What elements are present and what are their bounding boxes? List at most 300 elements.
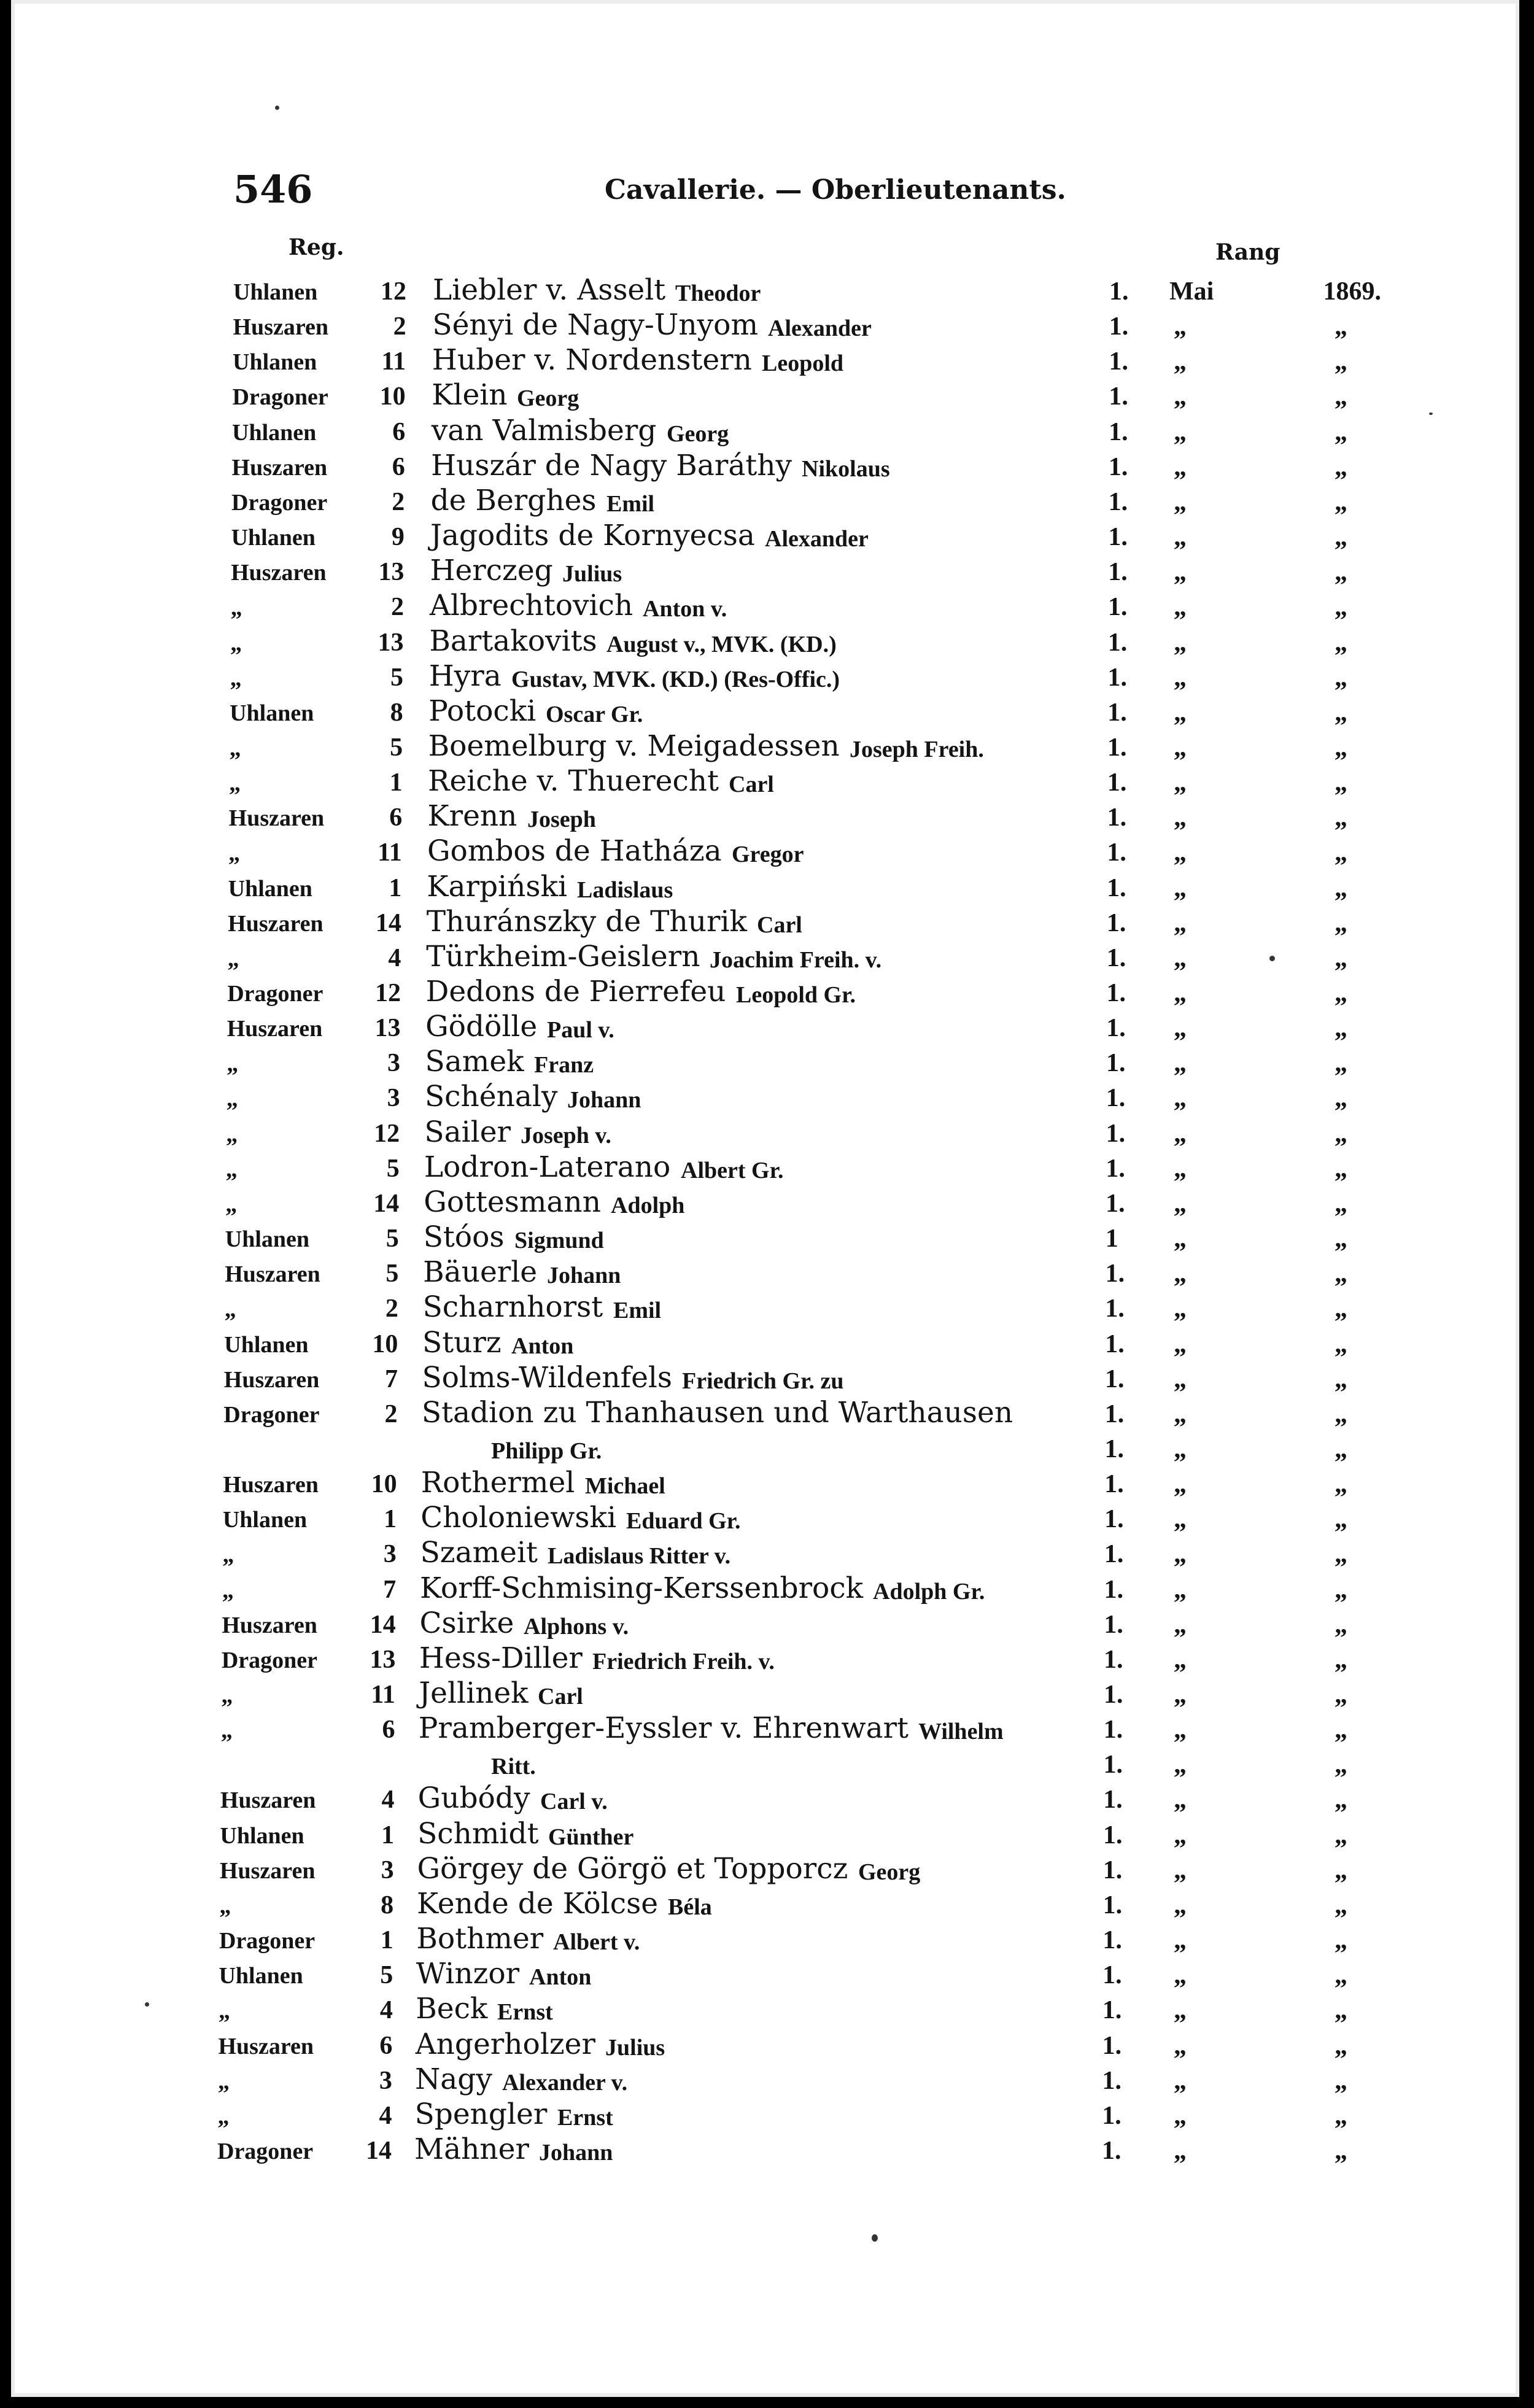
list-item [0, 1396, 1534, 1431]
list-item [0, 1010, 1534, 1045]
rank-year-cell: „ [1335, 943, 1347, 972]
surname-cell: Türkheim-Geislern [426, 939, 700, 974]
list-item [0, 659, 1534, 694]
rank-month-cell: „ [1174, 1470, 1187, 1499]
rank-month-cell: „ [1174, 1049, 1187, 1078]
regiment-number-cell: 2 [392, 487, 405, 516]
rank-year-cell: „ [1335, 873, 1347, 902]
surname-cell: Bothmer [416, 1922, 544, 1956]
rank-month-cell: „ [1174, 1260, 1187, 1288]
regiment-number-cell: 3 [387, 1084, 400, 1113]
regiment-number-cell: 13 [378, 628, 404, 657]
rank-month-cell: „ [1174, 1751, 1187, 1779]
running-title: Cavallerie. — Oberlieutenants. [605, 174, 1066, 206]
surname-cell: Karpiński [427, 869, 567, 904]
rank-year-cell: „ [1335, 1645, 1347, 1674]
rank-month-cell: „ [1174, 979, 1187, 1007]
rank-day-cell: 1. [1102, 1926, 1122, 1955]
regiment-cell: Uhlanen [231, 525, 316, 551]
rank-year-cell: „ [1335, 1154, 1347, 1183]
rank-year-cell: „ [1335, 1926, 1347, 1955]
rank-day-cell: 1. [1108, 487, 1128, 516]
rank-day-cell: 1. [1106, 1119, 1126, 1148]
rank-month-cell: „ [1174, 873, 1187, 902]
regiment-cell: „ [217, 2103, 230, 2129]
list-item [0, 554, 1534, 589]
given-name-cell: Georg [667, 420, 729, 447]
list-item-continuation [0, 1431, 1534, 1466]
surname-cell: Szameit [420, 1536, 538, 1570]
surname-cell: Sturz [422, 1325, 502, 1360]
surname-cell: Sényi de Nagy-Unyom [432, 308, 759, 343]
surname-cell: Spengler [414, 2097, 548, 2131]
given-name-cell: Joseph v. [521, 1122, 611, 1148]
regiment-number-cell: 14 [373, 1189, 400, 1218]
list-item [0, 1150, 1534, 1185]
rank-year-cell: „ [1335, 1119, 1347, 1148]
list-item [0, 834, 1534, 869]
given-name-cell: Anton [511, 1333, 574, 1359]
surname-cell: Bäuerle [423, 1255, 538, 1290]
rank-month-cell: „ [1174, 2066, 1187, 2095]
regiment-number-cell: 6 [392, 417, 406, 446]
regiment-number-cell: 2 [393, 312, 406, 341]
rank-day-cell: 1. [1109, 347, 1129, 376]
given-name-cell: Julius [562, 561, 622, 587]
rank-day-cell: 1. [1104, 1540, 1124, 1569]
regiment-number-cell: 12 [374, 1119, 400, 1148]
given-name-cell: Adolph Gr. [873, 1578, 985, 1605]
rank-day-cell: 1. [1104, 1505, 1124, 1534]
rank-year-cell: „ [1335, 698, 1347, 727]
rank-month-cell: „ [1174, 1681, 1187, 1709]
rank-day-cell: 1. [1102, 2101, 1121, 2130]
regiment-cell: Huszaren [223, 1472, 319, 1498]
rank-month-cell: „ [1174, 1891, 1187, 1919]
surname-cell: Gombos de Hatháza [427, 834, 722, 869]
rank-year-cell: „ [1335, 2031, 1347, 2060]
rank-month-cell: „ [1174, 1189, 1187, 1218]
list-item [0, 2132, 1534, 2167]
given-name-cell: Georg [517, 385, 579, 412]
given-name-cell: Gustav, MVK. (KD.) (Res-Offic.) [511, 666, 840, 692]
rank-year-cell: „ [1335, 1470, 1347, 1499]
rank-year-cell: „ [1335, 979, 1347, 1007]
surname-cell: Pramberger-Eyssler v. Ehrenwart [418, 1711, 909, 1746]
rank-month-cell: „ [1174, 698, 1187, 727]
rank-day-cell: 1. [1105, 1260, 1125, 1288]
rank-year-cell: „ [1335, 1365, 1347, 1393]
rank-year-cell: „ [1335, 733, 1347, 762]
surname-cell: Scharnhorst [422, 1290, 603, 1325]
regiment-number-cell: 7 [383, 1575, 397, 1604]
given-name-cell: Franz [534, 1052, 594, 1078]
regiment-cell: Dragoner [223, 1401, 320, 1428]
rank-year-cell: „ [1335, 1575, 1347, 1604]
list-item [0, 414, 1534, 449]
rank-day-cell: 1. [1106, 1154, 1125, 1183]
list-item [0, 1220, 1534, 1255]
rank-day-cell: 1. [1107, 803, 1127, 832]
list-item [0, 1501, 1534, 1536]
given-name-cell: Gregor [732, 842, 804, 868]
list-item [0, 1536, 1534, 1571]
surname-cell: Görgey de Görgö et Topporcz [417, 1851, 848, 1886]
regiment-number-cell: 11 [371, 1681, 395, 1709]
rank-month-cell: „ [1174, 1365, 1187, 1393]
ink-speck [275, 106, 279, 110]
rank-month-cell: „ [1174, 593, 1187, 622]
rank-month-cell: „ [1174, 663, 1187, 692]
given-name-cell: Günther [548, 1824, 634, 1850]
regiment-number-cell: 4 [379, 2101, 392, 2130]
rank-month-cell: „ [1174, 1856, 1187, 1884]
regiment-cell: Huszaren [233, 314, 329, 341]
rank-month-cell: „ [1174, 1996, 1187, 2025]
regiment-cell: Dragoner [232, 384, 328, 411]
regiment-number-cell: 8 [390, 698, 403, 727]
regiment-cell: Huszaren [220, 1787, 316, 1814]
rank-day-cell: 1. [1106, 908, 1126, 937]
rank-year-cell: „ [1335, 1610, 1347, 1639]
rank-year-cell: „ [1335, 628, 1347, 657]
rank-day-cell: 1. [1108, 452, 1128, 481]
list-item [0, 799, 1534, 834]
given-name-cell: Alphons v. [524, 1613, 629, 1640]
rank-month-cell: „ [1174, 1575, 1187, 1604]
given-name-cell: Oscar Gr. [546, 701, 643, 727]
rank-year-cell: „ [1335, 1434, 1347, 1463]
rank-day-cell: 1. [1102, 1891, 1123, 1919]
rank-day-cell: 1. [1103, 1716, 1123, 1744]
rang-column-header: Rang [1215, 239, 1280, 265]
regiment-cell: „ [230, 630, 242, 656]
given-name-cell: Carl [729, 772, 774, 798]
given-name-cell: Emil [613, 1298, 662, 1324]
rank-month-cell: „ [1174, 1540, 1187, 1569]
rank-day-cell: 1. [1102, 2066, 1121, 2095]
given-name-cell: Anton [529, 1964, 592, 1991]
reg-column-header: Reg. [289, 234, 344, 260]
list-item [0, 1922, 1534, 1957]
list-item [0, 484, 1534, 519]
rank-year-cell: „ [1335, 487, 1347, 516]
rank-day-cell: 1. [1104, 1365, 1125, 1393]
given-name-cell: Ernst [557, 2104, 613, 2131]
given-name-cell: Albert Gr. [681, 1157, 784, 1183]
regiment-cell: Dragoner [219, 1928, 316, 1954]
regiment-cell: „ [217, 2068, 230, 2094]
given-name-cell: Theodor [675, 281, 761, 306]
list-item [0, 1361, 1534, 1396]
surname-cell: Albrechtovich [429, 589, 633, 623]
given-name-cell: Michael [585, 1473, 665, 1500]
regiment-cell: Huszaren [231, 454, 328, 481]
given-name-cell: Ritt. [491, 1754, 536, 1780]
rank-month-cell: „ [1174, 803, 1187, 832]
rank-month-cell: „ [1174, 908, 1187, 937]
rank-month-cell: „ [1174, 452, 1187, 481]
rank-day-cell: 1. [1102, 2136, 1121, 2165]
surname-cell: Huber v. Nordenstern [432, 343, 752, 377]
given-name-cell: Alexander [768, 316, 872, 342]
regiment-cell: „ [230, 595, 242, 621]
list-item [0, 589, 1534, 624]
rank-month-cell: „ [1174, 558, 1187, 587]
rank-year-cell: „ [1335, 1786, 1347, 1814]
list-item [0, 1326, 1534, 1361]
regiment-number-cell: 10 [372, 1330, 398, 1358]
regiment-number-cell: 5 [386, 1154, 400, 1183]
rank-year-cell: „ [1335, 1260, 1347, 1288]
surname-cell: Dedons de Pierrefeu [425, 975, 726, 1008]
given-name-cell: Georg [858, 1859, 921, 1885]
regiment-cell: „ [222, 1577, 234, 1603]
list-item [0, 1185, 1534, 1220]
regiment-number-cell: 6 [379, 2031, 393, 2060]
given-name-cell: Sigmund [514, 1228, 604, 1254]
rank-month-cell: „ [1174, 1716, 1187, 1744]
given-name-cell: Emil [606, 490, 655, 517]
rank-month-cell: „ [1174, 1610, 1187, 1639]
rank-month-cell: „ [1174, 838, 1187, 867]
rank-year-cell: „ [1335, 382, 1347, 411]
given-name-cell: August v., MVK. (KD.) [606, 631, 837, 657]
rank-day-cell: 1. [1106, 979, 1126, 1007]
given-name-cell: Carl [757, 912, 802, 938]
surname-cell: Nagy [415, 2062, 492, 2096]
surname-cell: Stóos [423, 1220, 505, 1255]
regiment-cell: „ [222, 1542, 234, 1568]
rank-year-cell: „ [1335, 1996, 1347, 2025]
list-item [0, 1852, 1534, 1887]
rank-day-cell: 1. [1106, 943, 1126, 972]
rank-year-cell: „ [1335, 558, 1347, 587]
rank-year-cell: „ [1335, 523, 1347, 552]
given-name-cell: Alexander v. [502, 2069, 628, 2096]
rank-day-cell: 1. [1104, 1645, 1123, 1674]
regiment-number-cell: 1 [380, 1926, 393, 1955]
list-item [0, 2062, 1534, 2097]
list-item [0, 1045, 1534, 1080]
rank-month-cell: „ [1174, 1645, 1187, 1674]
rank-month-cell: „ [1174, 2101, 1187, 2130]
list-item [0, 273, 1534, 308]
rank-month-cell: „ [1174, 2031, 1187, 2060]
regiment-cell: Dragoner [217, 2138, 314, 2164]
regiment-cell: „ [225, 1156, 238, 1182]
rank-day-cell: 1. [1107, 873, 1126, 902]
surname-cell: Korff-Schmising-Kerssenbrock [420, 1571, 864, 1605]
regiment-number-cell: 5 [380, 1961, 393, 1990]
rank-day-cell: 1. [1107, 663, 1127, 692]
regiment-number-cell: 14 [375, 908, 401, 937]
regiment-cell: Huszaren [231, 560, 327, 586]
regiment-cell: Dragoner [227, 981, 323, 1007]
regiment-cell: Uhlanen [230, 700, 314, 726]
rank-day-cell: 1. [1103, 1821, 1123, 1849]
regiment-cell: „ [218, 1998, 230, 2024]
regiment-cell: Uhlanen [228, 875, 312, 902]
given-name-cell: Joachim Freih. v. [710, 947, 882, 973]
surname-cell: Klein [432, 378, 508, 412]
regiment-cell: „ [227, 1051, 239, 1077]
rank-month-cell: „ [1174, 312, 1187, 341]
rank-year-cell: „ [1335, 312, 1347, 341]
regiment-number-cell: 5 [390, 663, 404, 692]
regiment-cell: „ [229, 735, 241, 761]
regiment-number-cell: 11 [381, 347, 406, 376]
list-item [0, 1255, 1534, 1290]
list-item [0, 2027, 1534, 2062]
given-name-cell: Ladislaus Ritter v. [548, 1543, 731, 1570]
regiment-cell: „ [226, 1121, 238, 1147]
given-name-cell: Alexander [765, 526, 869, 552]
surname-cell: Gottesmann [424, 1185, 601, 1219]
regiment-number-cell: 6 [389, 803, 403, 832]
given-name-cell: Adolph [611, 1192, 685, 1218]
rank-year-cell: „ [1335, 1751, 1347, 1779]
rank-month-cell: „ [1174, 1154, 1187, 1183]
rank-month-cell: „ [1174, 382, 1187, 411]
list-item [0, 1606, 1534, 1641]
given-name-cell: Philipp Gr. [491, 1438, 602, 1464]
regiment-cell: Huszaren [223, 1366, 320, 1393]
rank-year-cell: „ [1335, 593, 1347, 622]
rank-month-cell: „ [1174, 1821, 1187, 1849]
given-name-cell: Leopold [762, 350, 844, 377]
rank-year-cell: „ [1335, 1505, 1347, 1534]
given-name-cell: Friedrich Freih. v. [592, 1648, 775, 1674]
surname-cell: Schénaly [424, 1080, 558, 1114]
list-item [0, 1115, 1534, 1150]
given-name-cell: Joseph Freih. [850, 736, 984, 762]
rank-month-cell: „ [1174, 1014, 1187, 1043]
regiment-number-cell: 3 [387, 1049, 401, 1078]
rank-day-cell: 1. [1107, 733, 1127, 762]
regiment-number-cell: 2 [384, 1400, 398, 1428]
list-item [0, 308, 1534, 343]
rank-month-cell: „ [1174, 487, 1187, 516]
rank-year-cell: „ [1335, 663, 1347, 692]
regiment-number-cell: 1 [389, 873, 402, 902]
surname-cell: Schmidt [417, 1816, 539, 1851]
given-name-cell: Anton v. [643, 596, 727, 622]
rank-month-cell: „ [1174, 523, 1187, 552]
regiment-cell: „ [227, 945, 239, 972]
list-item [0, 1641, 1534, 1676]
rank-month-cell: „ [1174, 1119, 1187, 1148]
rank-month-cell: „ [1174, 1505, 1187, 1534]
given-name-cell: Johann [567, 1087, 641, 1113]
given-name-cell: Johann [547, 1263, 621, 1289]
given-name-cell: Ernst [497, 1999, 553, 2026]
page-number: 546 [233, 167, 313, 212]
given-name-cell: Eduard Gr. [626, 1508, 741, 1535]
regiment-cell: Dragoner [221, 1647, 318, 1673]
regiment-number-cell: 1 [389, 768, 403, 797]
regiment-cell: Uhlanen [233, 279, 318, 305]
rank-day-cell: 1. [1104, 1470, 1124, 1499]
rank-day-cell: 1. [1102, 1856, 1123, 1884]
regiment-cell: Huszaren [218, 2033, 314, 2059]
regiment-cell: „ [230, 665, 242, 691]
rank-day-cell: 1. [1109, 277, 1129, 306]
rank-day-cell: 1. [1102, 1961, 1122, 1990]
surname-cell: Herczeg [430, 554, 553, 588]
regiment-cell: „ [226, 1086, 238, 1112]
regiment-cell: Huszaren [222, 1612, 317, 1638]
regiment-number-cell: 5 [385, 1225, 399, 1253]
rank-year-cell: „ [1335, 417, 1347, 446]
regiment-number-cell: 6 [382, 1716, 395, 1744]
regiment-number-cell: 11 [378, 838, 402, 867]
surname-cell: Sailer [424, 1115, 511, 1149]
given-name-cell: Leopold Gr. [736, 982, 856, 1008]
regiment-number-cell: 14 [366, 2136, 392, 2165]
given-name-cell: Johann [539, 2139, 613, 2166]
rank-year-cell: „ [1335, 2101, 1347, 2130]
rank-month-cell: „ [1174, 347, 1187, 376]
given-name-cell: Paul v. [547, 1017, 614, 1043]
rank-day-cell: 1 [1105, 1225, 1118, 1253]
list-item [0, 1887, 1534, 1922]
rank-day-cell: 1. [1105, 1330, 1125, 1358]
rank-year-cell: „ [1335, 1681, 1347, 1709]
rank-year-cell: „ [1335, 803, 1347, 832]
rank-month-cell: „ [1174, 628, 1187, 657]
regiment-number-cell: 10 [371, 1470, 397, 1499]
list-item [0, 378, 1534, 413]
rank-day-cell: 1. [1103, 1786, 1123, 1814]
rank-day-cell: 1. [1102, 2031, 1122, 2060]
list-item [0, 940, 1534, 975]
rank-year-cell: „ [1335, 1225, 1347, 1253]
rank-year-cell: „ [1335, 2136, 1347, 2165]
rank-day-cell: 1. [1106, 1084, 1126, 1113]
rank-day-cell: 1. [1109, 312, 1129, 341]
rank-month-cell: „ [1174, 2136, 1187, 2165]
rank-month-cell: „ [1174, 1225, 1187, 1253]
list-item [0, 624, 1534, 659]
list-item-continuation [0, 1746, 1534, 1781]
list-item [0, 343, 1534, 378]
list-item [0, 729, 1534, 764]
rank-year-cell: „ [1335, 1049, 1347, 1078]
regiment-cell: Uhlanen [225, 1226, 310, 1253]
list-item [0, 870, 1534, 905]
regiment-cell: „ [220, 1717, 233, 1744]
regiment-number-cell: 4 [388, 943, 401, 972]
regiment-number-cell: 2 [390, 593, 404, 622]
surname-cell: Angerholzer [415, 2027, 595, 2061]
rank-day-cell: 1. [1107, 768, 1127, 797]
regiment-number-cell: 10 [379, 382, 406, 411]
list-item [0, 975, 1534, 1010]
list-item [0, 1466, 1534, 1501]
rank-year-cell: 1869. [1323, 277, 1381, 306]
regiment-cell: Uhlanen [222, 1507, 308, 1533]
regiment-number-cell: 1 [381, 1821, 395, 1849]
regiment-cell: Huszaren [227, 1016, 323, 1042]
surname-cell: Csirke [419, 1606, 514, 1640]
regiment-number-cell: 7 [384, 1365, 398, 1393]
rank-day-cell: 1. [1104, 1434, 1125, 1463]
list-item [0, 1571, 1534, 1606]
regiment-cell: Huszaren [228, 805, 325, 832]
rank-day-cell: 1. [1104, 1400, 1125, 1428]
rank-month-cell: „ [1174, 1295, 1187, 1323]
